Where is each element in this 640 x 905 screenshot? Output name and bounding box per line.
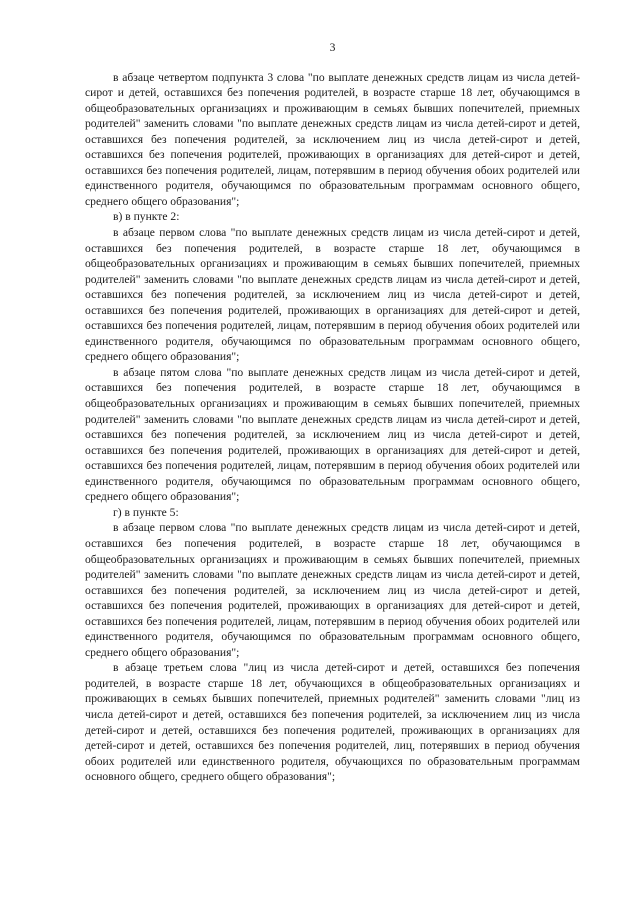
page-number: 3 [329,41,336,54]
paragraph-1: в абзаце четвертом подпункта 3 слова "по выплате денежных средств лицам из числа детей-сирот и детей, оставшихся без попечения родителей, в возрасте старше 18 лет, обучающимся в общеобразовательных организациях и проживающим в семьях бывших попечителей, приемных родителей" заменить словами "по выплате денежных средств лицам из числа детей-сирот и детей, оставшихся без попечения родителей, за исключением лиц из числа детей-сирот и детей, оставшихся без попечения родителей, проживающих в организациях для детей-сирот и детей, оставшихся без попечения родителей, лицам, потерявшим в период обучения обоих родителей или единственного родителя, обучающимся по образовательным программам основного общего, среднего общего образования"; [85,70,580,208]
paragraph-2: в абзаце первом слова "по выплате денежных средств лицам из числа детей-сирот и детей, оставшихся без попечения родителей, в возрасте старше 18 лет, обучающимся в общеобразовательных организациях и проживающим в семьях бывших попечителей, приемных родителей" заменить словами "по выплате денежных средств лицам из числа детей-сирот и детей, оставшихся без попечения родителей, за исключением лиц из числа детей-сирот и детей, оставшихся без попечения родителей, проживающих в организациях для детей-сирот и детей, оставшихся без попечения родителей, лицам, потерявшим в период обучения обоих родителей или единственного родителя, обучающимся по образовательным программам основного общего, среднего общего образования"; [85,226,580,364]
paragraph-3: в абзаце пятом слова "по выплате денежных средств лицам из числа детей-сирот и детей, оставшихся без попечения родителей, в возрасте старше 18 лет, обучающимся в общеобразовательных организациях и проживающим в семьях бывших попечителей, приемных родителей" заменить словами "по выплате денежных средств лицам из числа детей-сирот и детей, оставшихся без попечения родителей, за исключением лиц из числа детей-сирот и детей, оставшихся без попечения родителей, проживающих в организациях для детей-сирот и детей, оставшихся без попечения родителей, лицам, потерявшим в период обучения обоих родителей или единственного родителя, обучающимся по образовательным программам основного общего, среднего общего образования"; [85,365,580,504]
paragraph-4: в абзаце первом слова "по выплате денежных средств лицам из числа детей-сирот и детей, оставшихся без попечения родителей, в возрасте старше 18 лет, обучающимся в общеобразовательных организациях и проживающим в семьях бывших попечителей, приемных родителей" заменить словами "по выплате денежных средств лицам из числа детей-сирот и детей, оставшихся без попечения родителей, за исключением лиц из числа детей-сирот и детей, оставшихся без попечения родителей, проживающих в организациях для детей-сирот и детей, оставшихся без попечения родителей, лицам, потерявшим в период обучения обоих родителей или единственного родителя, обучающимся по образовательным программам основного общего, среднего общего образования"; [85,521,580,659]
paragraph-5: в абзаце третьем слова "лиц из числа детей-сирот и детей, оставшихся без попечения родителей, в возрасте старше 18 лет, обучающихся в общеобразовательных организациях и проживающих в семьях бывших попечителей, приемных родителей" заменить словами "лиц из числа детей-сирот и детей, оставшихся без попечения родителей, за исключением лиц из числа детей-сирот и детей, оставшихся без попечения родителей, проживающих в организациях для детей-сирот и детей, оставшихся без попечения родителей, лиц, потерявших в период обучения обоих родителей или единственного родителя, обучающихся по образовательным программам основного общего, среднего общего образования"; [85,661,580,784]
list-item-g: г) в пункте 5: [113,505,179,519]
list-item-v: в) в пункте 2: [113,210,180,224]
